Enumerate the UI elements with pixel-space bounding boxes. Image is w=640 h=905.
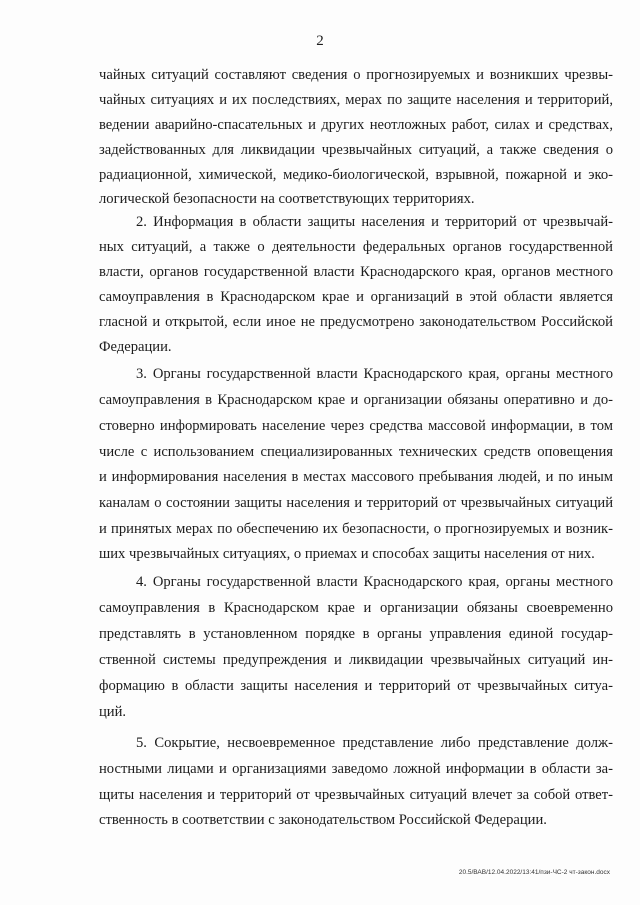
document-footer-filepath: 20.5/ВАВ/12.04.2022/13:41/пзи-ЧС-2 чт-закон.docx [458,869,610,876]
paragraph-4-line-3: представлять в установленном порядке в органы управления единой государ- [99,626,613,642]
paragraph-2-line-6: Федерации. [99,339,172,355]
paragraph-4-line-5: формацию в области защиты населения и территорий от чрезвычайных ситуа- [99,678,613,694]
paragraph-1-line-6: логической безопасности на соответствующих территориях. [99,191,475,207]
paragraph-2-line-2: ных ситуаций, а также о деятельности федеральных органов государственной [99,239,613,255]
paragraph-4-line-4: ственной системы предупреждения и ликвидации чрезвычайных ситуаций ин- [99,652,613,668]
paragraph-3-line-7: и принятых мерах по обеспечению их безопасности, о прогнозируемых и возник- [99,521,613,537]
paragraph-1-line-1: чайных ситуаций составляют сведения о прогнозируемых и возникших чрезвы- [99,67,613,83]
paragraph-4-line-1: 4. Органы государственной власти Краснодарского края, органы местного [136,574,613,590]
paragraph-3-line-2: самоуправления в Краснодарском крае и организации обязаны оперативно и до- [99,392,613,408]
paragraph-2-line-4: самоуправления в Краснодарском крае и организаций в этой области является [99,289,613,305]
paragraph-4-line-6: ций. [99,704,127,720]
paragraph-5-line-2: ностными лицами и организациями заведомо ложной информации в области за- [99,761,613,777]
paragraph-5-line-3: щиты населения и территорий от чрезвычайных ситуаций влечет за собой ответ- [99,787,613,803]
paragraph-5-line-1: 5. Сокрытие, несвоевременное представление либо представление долж- [136,735,613,751]
paragraph-3-line-4: числе с использованием специализированных технических средств оповещения [99,444,613,460]
paragraph-1-line-5: радиационной, химической, медико-биологической, взрывной, пожарной и эко- [99,167,613,183]
paragraph-3-line-6: каналам о состоянии защиты населения и территорий от чрезвычайных ситуаций [99,495,613,511]
paragraph-3-line-1: 3. Органы государственной власти Краснодарского края, органы местного [136,366,613,382]
paragraph-3-line-3: стоверно информировать население через средства массовой информации, в том [99,418,613,434]
paragraph-3-line-5: и информирования населения в местах массового пребывания людей, и по иным [99,469,613,485]
page-number: 2 [316,33,324,49]
paragraph-2-line-5: гласной и открытой, если иное не предусмотрено законодательством Российской [99,314,613,330]
paragraph-2-line-3: власти, органов государственной власти Краснодарского края, органов местного [99,264,613,280]
paragraph-1-line-2: чайных ситуациях и их последствиях, мерах по защите населения и территорий, [99,92,613,108]
paragraph-1-line-4: задействованных для ликвидации чрезвычайных ситуаций, а также сведения о [99,142,613,158]
paragraph-4-line-2: самоуправления в Краснодарском крае и организации обязаны своевременно [99,600,613,616]
paragraph-5-line-4: ственность в соответствии с законодательством Российской Федерации. [99,812,547,828]
paragraph-1-line-3: ведении аварийно-спасательных и других неотложных работ, силах и средствах, [99,117,613,133]
paragraph-3-line-8: ших чрезвычайных ситуациях, о приемах и способах защиты населения от них. [99,546,595,562]
paragraph-2-line-1: 2. Информация в области защиты населения и территорий от чрезвычай- [136,214,613,230]
